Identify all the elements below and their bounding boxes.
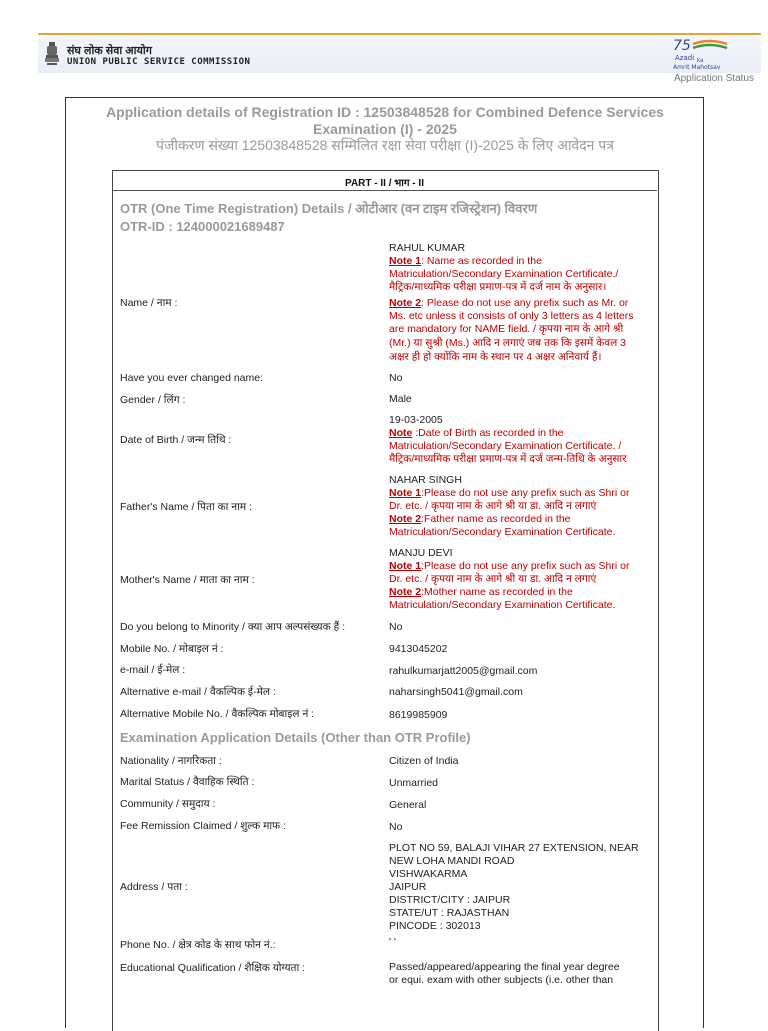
phone-label: Phone No. / क्षेत्र कोड के साथ फोन नं.: <box>120 939 276 951</box>
name-value-block <box>389 242 651 364</box>
dob-value: 19-03-2005 <box>389 414 443 426</box>
address-value-block <box>389 842 651 933</box>
title-line-2: Examination (I) - 2025 <box>313 121 457 137</box>
dob-value-block <box>389 414 651 466</box>
fee-value: No <box>389 821 403 833</box>
otr-heading: OTR (One Time Registration) Details / ओटीआर (वन टाइम रजिस्ट्रेशन) विवरण <box>120 201 538 216</box>
community-value: General <box>389 799 427 811</box>
changed-name-value: No <box>389 372 403 384</box>
address-line-3: VISHWAKARMA <box>389 868 468 880</box>
minority-label: Do you belong to Minority / क्या आप अल्पसंख्यक हैं : <box>120 621 345 633</box>
mother-note1-line2: Dr. etc. / कृपया नाम के आगे श्री या डा. आदि न लगाएं <box>389 573 597 585</box>
mother-note2-line1: Note 2:Mother name as recorded in the <box>389 586 573 598</box>
father-note2-line2: Matriculation/Secondary Examination Certificate. <box>389 526 616 538</box>
nationality-value: Citizen of India <box>389 755 459 767</box>
dob-label: Date of Birth / जन्म तिथि : <box>120 434 232 446</box>
dob-note-line1: Note :Date of Birth as recorded in the <box>389 427 564 439</box>
address-line-5: DISTRICT/CITY : JAIPUR <box>389 894 511 906</box>
minority-value: No <box>389 621 403 633</box>
alt-email-label: Alternative e-mail / वैकल्पिक ई-मेल : <box>120 686 276 698</box>
gender-value: Male <box>389 393 412 405</box>
marital-label: Marital Status / वैवाहिक स्थिति : <box>120 776 255 788</box>
name-note1-line3: मैट्रिक/माध्यमिक परीक्षा प्रमाण-पत्र में दर्ज नाम के अनुसार। <box>389 281 607 293</box>
application-status-link[interactable]: Application Status <box>673 73 754 84</box>
name-note1-line2: Matriculation/Secondary Examination Certificate./ <box>389 268 619 280</box>
marital-value: Unmarried <box>389 777 439 789</box>
gender-label: Gender / लिंग : <box>120 394 186 406</box>
address-label: Address / पता : <box>120 881 188 893</box>
name-label: Name / नाम : <box>120 297 178 309</box>
alt-mobile-label: Alternative Mobile No. / वैकल्पिक मोबाइल नं : <box>120 708 315 720</box>
education-label: Educational Qualification / शैक्षिक योग्यता : <box>120 962 306 974</box>
mother-note2-line2: Matriculation/Secondary Examination Certificate. <box>389 599 616 611</box>
phone-value: ' ' <box>389 936 396 948</box>
national-emblem-icon <box>44 40 60 68</box>
address-line-4: JAIPUR <box>389 881 427 893</box>
name-note2-line3: are mandatory for NAME field. / कृपया नाम के आगे श्री <box>389 323 624 335</box>
part-header: PART - II / भाग - II <box>345 178 424 189</box>
community-label: Community / समुदाय : <box>120 798 216 810</box>
dob-note-line3: मैट्रिक/माध्यमिक परीक्षा प्रमाण-पत्र में दर्ज जन्म-तिथि के अनुसार <box>389 453 627 465</box>
father-value-block <box>389 474 651 539</box>
svg-text:75: 75 <box>673 38 691 54</box>
address-line-2: NEW LOHA MANDI ROAD <box>389 855 515 867</box>
name-value: RAHUL KUMAR <box>389 242 466 254</box>
education-line-2: or equi. exam with other subjects (i.e. other than <box>389 974 614 986</box>
nationality-label: Nationality / नागरिकता : <box>120 755 222 767</box>
title-line-1: Application details of Registration ID : 12503848528 for Combined Defence Services <box>106 104 664 120</box>
name-note2-line2: Ms. etc unless it consists of only 3 letters as 4 letters <box>389 310 634 322</box>
exam-section-heading: Examination Application Details (Other than OTR Profile) <box>120 730 471 745</box>
mother-note1-line1: Note 1:Please do not use any prefix such as Shri or <box>389 560 630 572</box>
father-value: NAHAR SINGH <box>389 474 462 486</box>
alt-email-value: naharsingh5041@gmail.com <box>389 686 523 698</box>
name-note1-line1: Note 1: Name as recorded in the <box>389 255 542 267</box>
mother-value-block <box>389 547 651 612</box>
name-note2-line1: Note 2: Please do not use any prefix such as Mr. or <box>389 297 629 309</box>
fee-label: Fee Remission Claimed / शुल्क माफ : <box>120 820 286 832</box>
address-line-7: PINCODE : 302013 <box>389 920 481 932</box>
changed-name-label: Have you ever changed name: <box>120 372 264 384</box>
address-line-6: STATE/UT : RAJASTHAN <box>389 907 510 919</box>
dob-note-line2: Matriculation/Secondary Examination Certificate. / <box>389 440 622 452</box>
name-note2-line5: अक्षर ही हो क्योंकि नाम के स्थान पर 4 अक्षर अनिवार्य हैं। <box>389 351 602 363</box>
azadi-ka-amrit-mahotsav-logo <box>671 36 735 72</box>
education-line-1: Passed/appeared/appearing the final year degree <box>389 961 620 973</box>
email-value: rahulkumarjatt2005@gmail.com <box>389 665 538 677</box>
org-name-hindi: संघ लोक सेवा आयोग <box>67 45 152 57</box>
father-note1-line2: Dr. etc. / कृपया नाम के आगे श्री या डा. आदि न लगाएं <box>389 500 597 512</box>
alt-mobile-value: 8619985909 <box>389 709 448 721</box>
otr-id: OTR-ID : 124000021689487 <box>120 219 285 234</box>
part-separator <box>112 190 657 191</box>
address-line-1: PLOT NO 59, BALAJI VIHAR 27 EXTENSION, NEAR <box>389 842 639 854</box>
father-note2-line1: Note 2:Father name as recorded in the <box>389 513 571 525</box>
logo-azadi: Azadi <box>675 54 695 62</box>
mobile-label: Mobile No. / मोबाइल नं : <box>120 643 224 655</box>
email-label: e-mail / ई-मेल : <box>120 664 186 676</box>
mobile-value: 9413045202 <box>389 643 448 655</box>
logo-amrit-mahotsav: Amrit Mahotsav <box>673 64 721 71</box>
education-value-block <box>389 961 651 987</box>
mother-label: Mother's Name / माता का नाम : <box>120 574 255 586</box>
father-label: Father's Name / पिता का नाम : <box>120 501 252 513</box>
title-line-hindi: पंजीकरण संख्या 12503848528 सम्मिलित रक्षा सेवा परीक्षा (I)-2025 के लिए आवेदन पत्र <box>156 137 614 153</box>
mother-value: MANJU DEVI <box>389 547 453 559</box>
logo-ka: Ka <box>697 58 704 64</box>
org-name-english: UNION PUBLIC SERVICE COMMISSION <box>67 57 251 67</box>
father-note1-line1: Note 1:Please do not use any prefix such as Shri or <box>389 487 630 499</box>
name-note2-line4: (Mr.) या सुश्री (Ms.) आदि न लगाएं जब तक कि इसमें केवल 3 <box>389 337 626 349</box>
